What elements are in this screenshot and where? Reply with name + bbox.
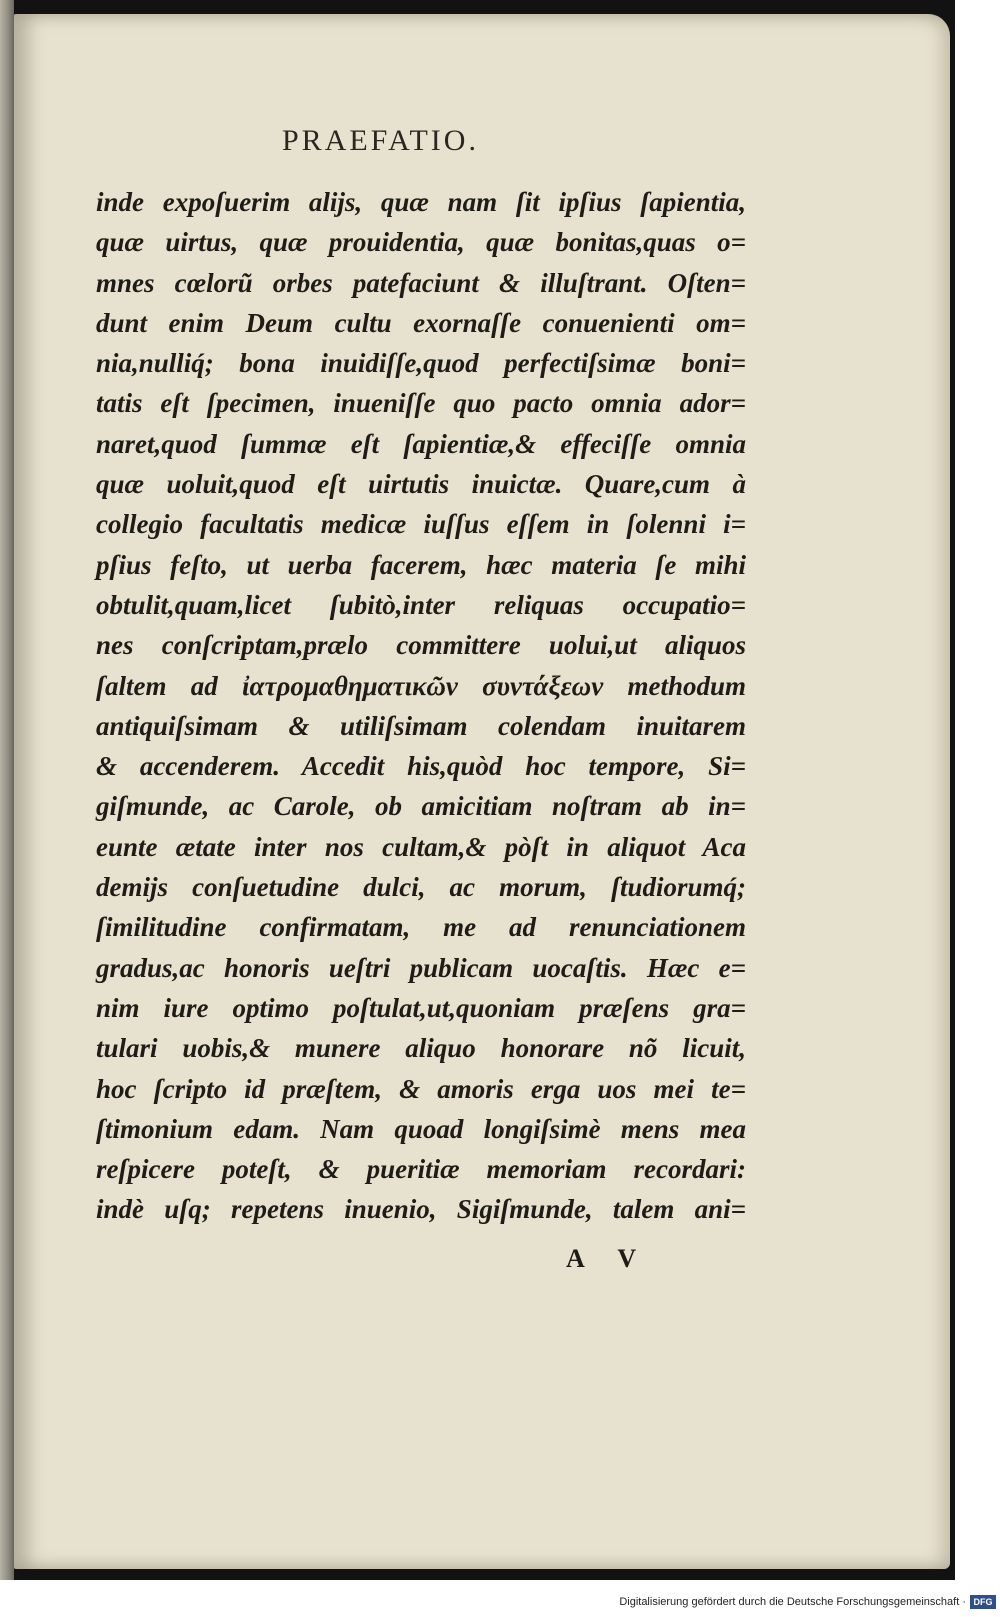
text-line: quæ uirtus, quæ prouidentia, quæ bonitas,quas o= xyxy=(96,227,746,258)
text-line: nes conſcriptam,prælo committere uolui,ut aliquos xyxy=(96,630,746,661)
text-line: indè uſq; repetens inuenio, Sigiſmunde, talem ani= xyxy=(96,1194,746,1225)
text-line: gradus,ac honoris ueſtri publicam uocaſtis. Hæc e= xyxy=(96,952,746,983)
book-page xyxy=(14,14,950,1569)
text-line: nia,nulliq́; bona inuidiſſe,quod perfectiſsimæ boni= xyxy=(96,348,746,379)
text-line: hoc ſcripto id præſtem, & amoris erga uos mei te= xyxy=(96,1073,746,1104)
text-line: ſaltem ad ἰατρομαθηματικῶν συντάξεων methodum xyxy=(96,670,746,701)
text-line: quæ uoluit,quod eſt uirtutis inuictæ. Quare,cum à xyxy=(96,469,746,500)
text-line: demijs conſuetudine dulci, ac morum, ſtudiorumq́; xyxy=(96,872,746,903)
digitization-footer xyxy=(0,1592,1000,1617)
text-line: mnes cœlorũ orbes patefaciunt & illuſtrant. Oſten= xyxy=(96,267,746,298)
text-line: obtulit,quam,licet ſubitò,inter reliquas occupatio= xyxy=(96,589,746,620)
text-line: pſius feſto, ut uerba facerem, hæc materia ſe mihi xyxy=(96,549,746,580)
page-gutter-edge xyxy=(0,0,14,1580)
text-line: collegio facultatis medicæ iuſſus eſſem in ſolenni i= xyxy=(96,509,746,540)
signature-mark: A V xyxy=(566,1244,651,1273)
text-line: eunte ætate inter nos cultam,& pòſt in aliquot Aca xyxy=(96,831,746,862)
text-line: dunt enim Deum cultu exornaſſe conuenienti om= xyxy=(96,307,746,338)
text-line: & accenderem. Accedit his,quòd hoc tempore, Si= xyxy=(96,751,746,782)
body-text xyxy=(96,182,746,1230)
running-head: PRAEFATIO. xyxy=(282,124,479,157)
text-line: tulari uobis,& munere aliquo honorare nõ licuit, xyxy=(96,1033,746,1064)
text-line: antiquiſsimam & utiliſsimam colendam inuitarem xyxy=(96,710,746,741)
text-line: nim iure optimo poſtulat,ut,quoniam præſens gra= xyxy=(96,992,746,1023)
dfg-logo: DFG xyxy=(970,1595,996,1609)
text-line: naret,quod ſummæ eſt ſapientiæ,& effeciſſe omnia xyxy=(96,428,746,459)
text-line: reſpicere poteſt, & pueritiæ memoriam recordari: xyxy=(96,1154,746,1185)
text-line: ſimilitudine confirmatam, me ad renunciationem xyxy=(96,912,746,943)
text-line: tatis eſt ſpecimen, inueniſſe quo pacto omnia ador= xyxy=(96,388,746,419)
text-line: giſmunde, ac Carole, ob amicitiam noſtram ab in= xyxy=(96,791,746,822)
text-line: ſtimonium edam. Nam quoad longiſsimè mens mea xyxy=(96,1113,746,1144)
text-line: inde expoſuerim alijs, quæ nam ſit ipſius ſapientia, xyxy=(96,187,746,217)
footer-credit: Digitalisierung gefördert durch die Deutsche Forschungsgemeinschaft · xyxy=(619,1596,966,1608)
